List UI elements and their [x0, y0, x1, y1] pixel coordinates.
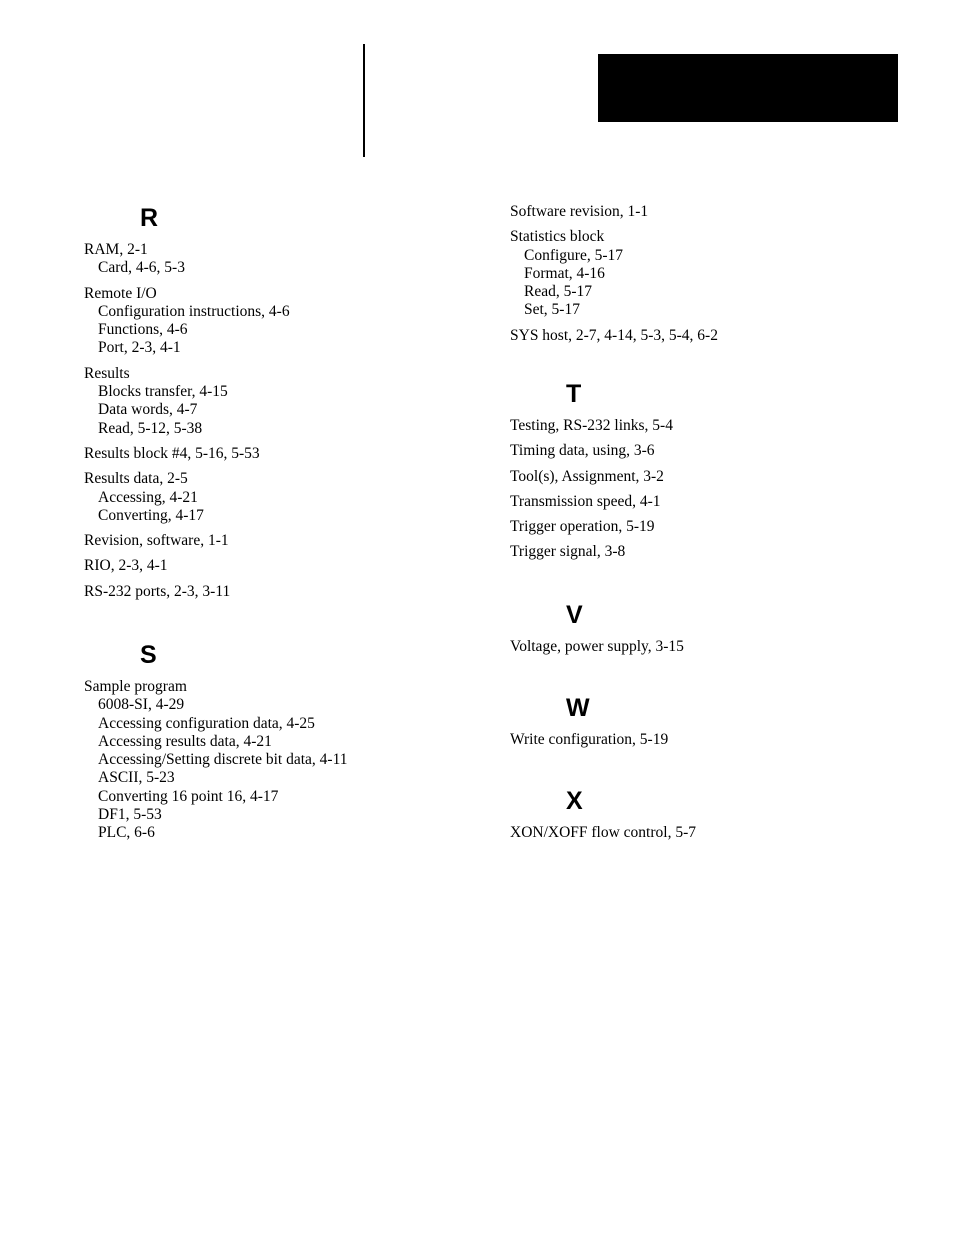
entry-main-term: XON/XOFF flow control, 5-7: [510, 824, 696, 841]
index-entry: [84, 285, 290, 358]
entry-main-term: Trigger signal, 3-8: [510, 543, 626, 561]
index-entry: [510, 543, 673, 561]
section-letter-heading: S: [140, 641, 157, 669]
entry-subterm: Card, 4-6, 5-3: [98, 259, 185, 277]
entry-subterm: Functions, 4-6: [98, 321, 188, 339]
entry-main-term: Voltage, power supply, 3-15: [510, 638, 684, 655]
index-entry: [84, 241, 290, 278]
section-letter-heading: T: [566, 380, 582, 408]
index-entry: [510, 417, 673, 435]
index-entry: [84, 470, 290, 525]
entry-subterm: Converting, 4-17: [98, 506, 204, 524]
entry-subterm: Accessing configuration data, 4-25: [98, 714, 315, 732]
entry-subterm: Blocks transfer, 4-15: [98, 383, 228, 401]
chapter-tab-block: [598, 54, 898, 122]
entry-subterm: Converting 16 point 16, 4-17: [98, 787, 279, 805]
index-entry: [84, 678, 348, 843]
entry-main-term: Results: [84, 364, 130, 382]
index-entry: [84, 583, 290, 601]
entry-main-term: Software revision, 1-1: [510, 203, 649, 220]
entry-subterm: Data words, 4-7: [98, 401, 198, 419]
index-section: [510, 379, 673, 569]
entry-subterm: Configure, 5-17: [524, 246, 624, 264]
section-letter-heading: R: [140, 204, 159, 232]
entry-main-term: Revision, software, 1-1: [84, 532, 229, 550]
entry-list: [510, 417, 673, 562]
entry-main-term: RIO, 2-3, 4-1: [84, 557, 168, 575]
entry-subterm: Port, 2-3, 4-1: [98, 339, 181, 357]
section-letter-heading: V: [566, 601, 583, 629]
index-entry: [510, 468, 673, 486]
index-section: [510, 693, 668, 756]
index-entry: [84, 532, 290, 550]
entry-main-term: Write configuration, 5-19: [510, 731, 669, 748]
entry-subterm: Accessing, 4-21: [98, 488, 198, 506]
entry-subterm: 6008-SI, 4-29: [98, 696, 185, 714]
entry-main-term: Sample program: [84, 678, 187, 695]
index-section: [510, 203, 718, 352]
entry-subterm: Set, 5-17: [524, 301, 580, 319]
entry-main-term: RAM, 2-1: [84, 241, 148, 258]
entry-subterm: Accessing results data, 4-21: [98, 732, 272, 750]
entry-list: [84, 678, 348, 843]
index-section: [510, 786, 696, 849]
entry-main-term: Timing data, using, 3-6: [510, 442, 655, 460]
index-entry: [510, 228, 718, 319]
index-entry: [84, 557, 290, 575]
entry-list: [510, 638, 684, 656]
entry-subterm: Configuration instructions, 4-6: [98, 302, 290, 320]
entry-subterm: DF1, 5-53: [98, 806, 162, 824]
index-entry: [84, 365, 290, 438]
index-section: [510, 600, 684, 663]
section-letter-heading: W: [566, 694, 590, 722]
index-entry: [510, 638, 684, 656]
index-section: [84, 203, 290, 608]
entry-list: [84, 241, 290, 601]
entry-main-term: Tool(s), Assignment, 3-2: [510, 467, 664, 485]
entry-main-term: Statistics block: [510, 228, 605, 246]
entry-main-term: SYS host, 2-7, 4-14, 5-3, 5-4, 6-2: [510, 326, 718, 344]
entry-main-term: Testing, RS-232 links, 5-4: [510, 417, 673, 434]
entry-subterm: ASCII, 5-23: [98, 769, 175, 787]
entry-main-term: Trigger operation, 5-19: [510, 518, 655, 536]
section-letter-heading: X: [566, 787, 583, 815]
entry-subterm: Format, 4-16: [524, 264, 605, 282]
entry-main-term: Results block #4, 5-16, 5-53: [84, 444, 260, 462]
index-entry: [510, 327, 718, 345]
header-vertical-rule: [363, 44, 365, 157]
index-entry: [510, 824, 696, 842]
entry-subterm: Read, 5-12, 5-38: [98, 419, 203, 437]
entry-main-term: Transmission speed, 4-1: [510, 492, 661, 510]
index-entry: [510, 518, 673, 536]
entry-main-term: Results data, 2-5: [84, 470, 188, 488]
entry-main-term: Remote I/O: [84, 284, 157, 302]
entry-subterm: PLC, 6-6: [98, 824, 155, 842]
entry-list: [510, 731, 668, 749]
index-entry: [510, 203, 718, 221]
entry-subterm: Accessing/Setting discrete bit data, 4-11: [98, 751, 348, 769]
index-entry: [510, 493, 673, 511]
index-section: [84, 640, 348, 850]
entry-list: [510, 824, 696, 842]
entry-main-term: RS-232 ports, 2-3, 3-11: [84, 582, 231, 600]
entry-list: [510, 203, 718, 345]
index-entry: [84, 445, 290, 463]
index-entry: [510, 442, 673, 460]
entry-subterm: Read, 5-17: [524, 283, 593, 301]
index-entry: [510, 731, 668, 749]
